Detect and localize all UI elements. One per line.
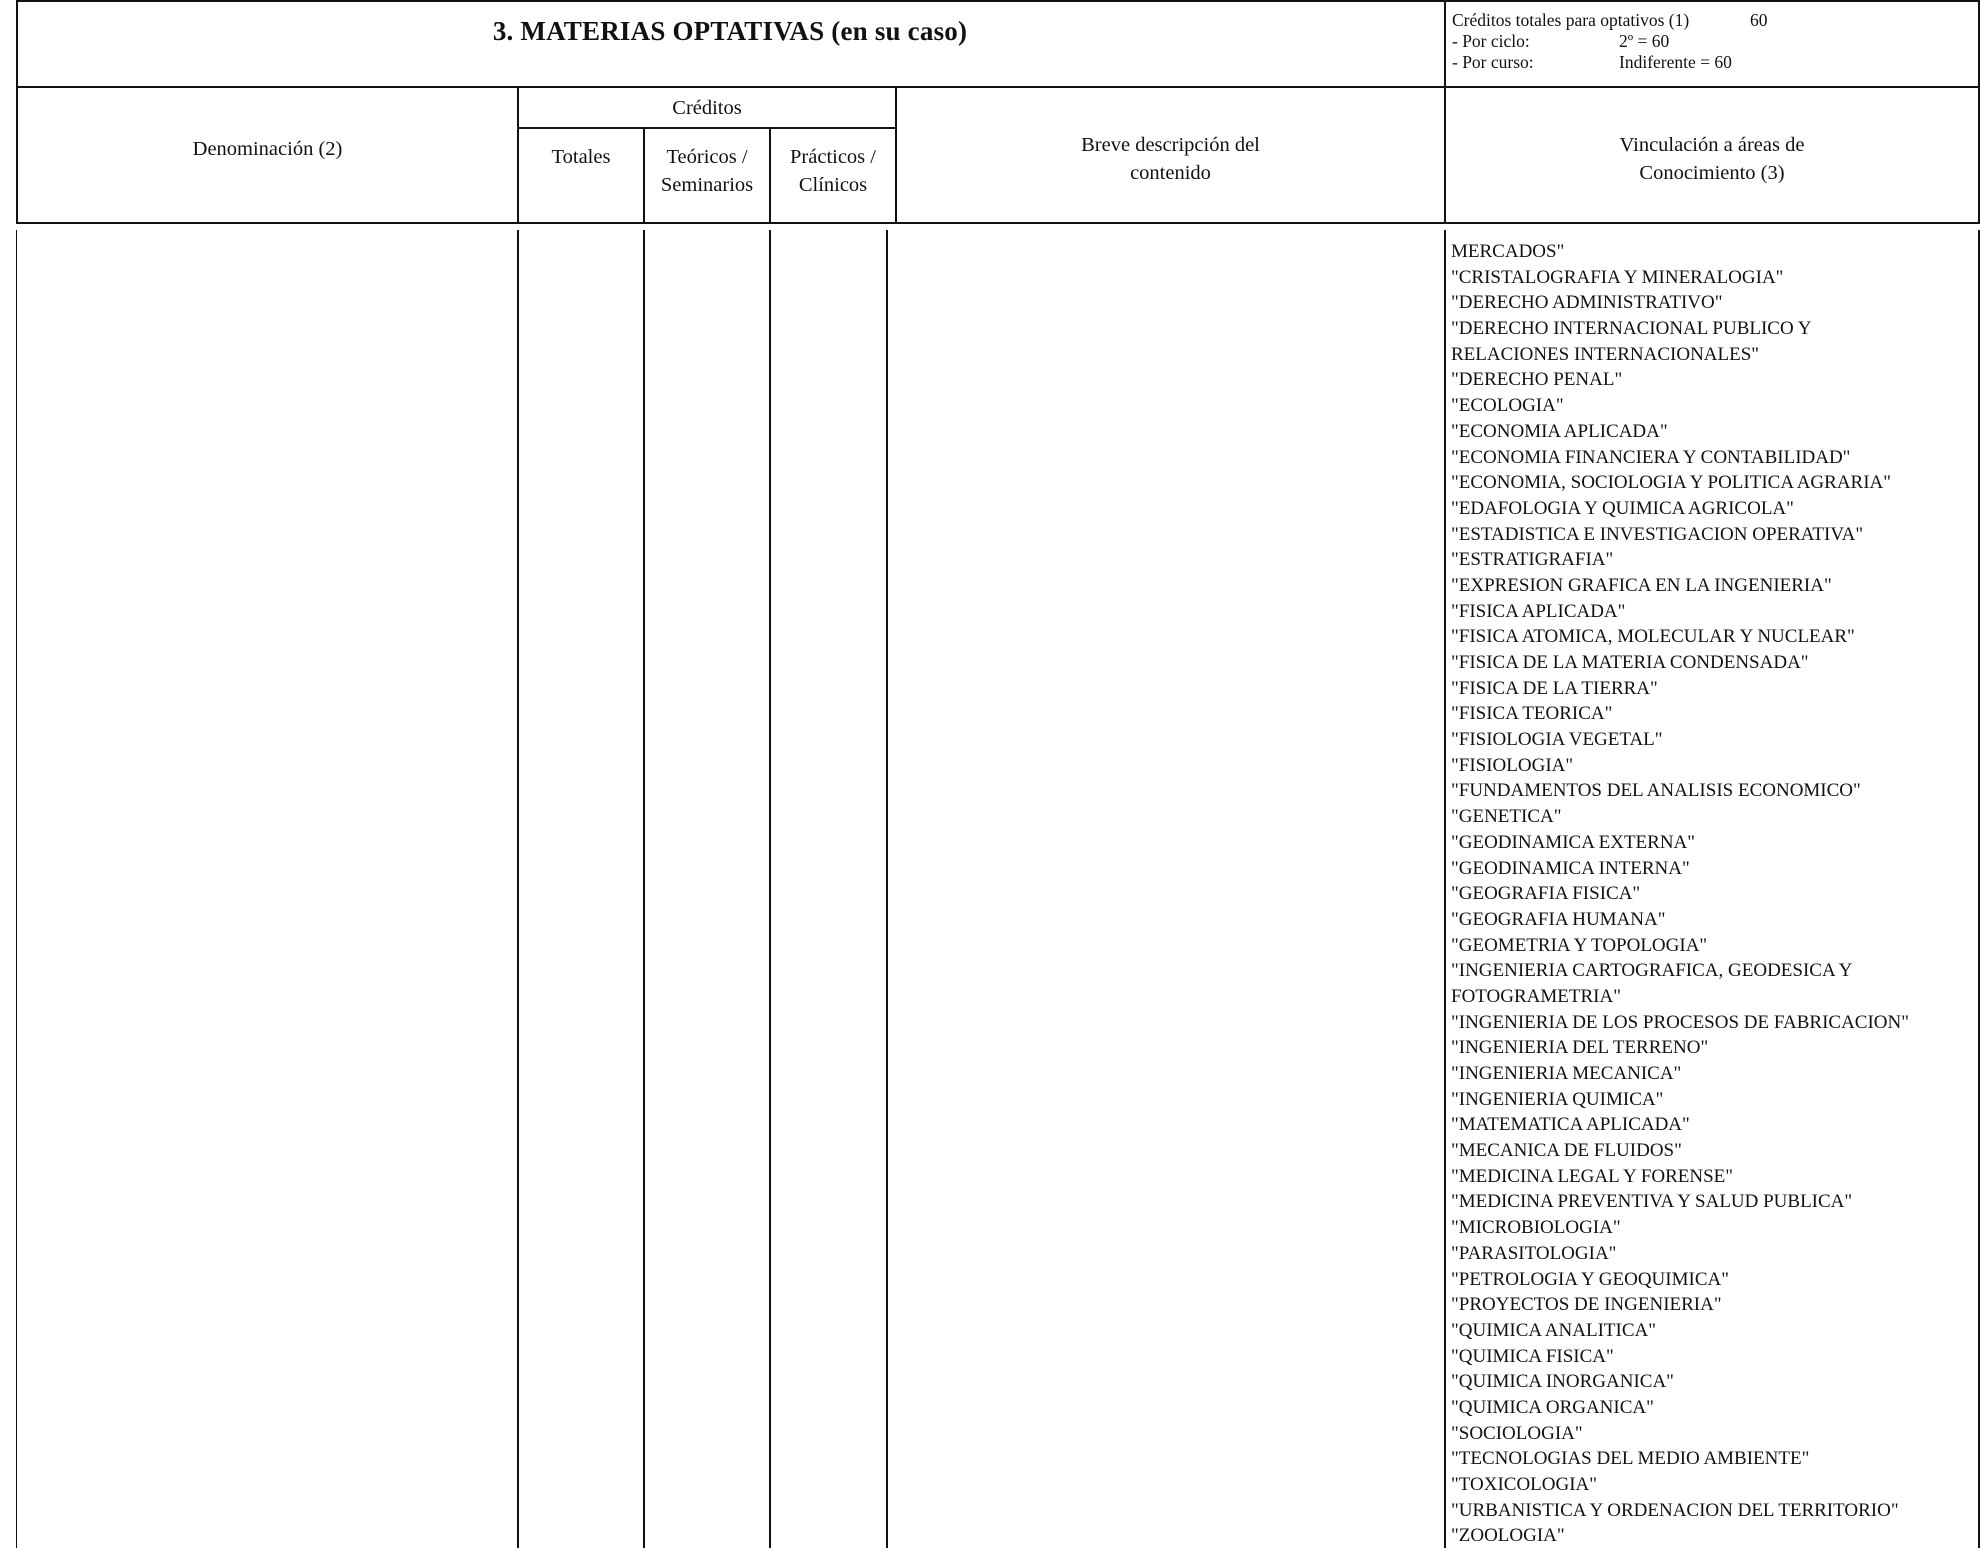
area-item: "INGENIERIA QUIMICA" <box>1451 1088 1664 1110</box>
header-vinculacion <box>1446 88 1978 222</box>
area-item: "GEOGRAFIA FISICA" <box>1451 883 1641 905</box>
header-vinculacion-line2: Conocimiento (3) <box>1639 162 1785 184</box>
header-denominacion <box>18 88 517 222</box>
area-item: "GEOMETRIA Y TOPOLOGIA" <box>1451 934 1708 956</box>
header-practicos-line2: Clínicos <box>798 174 868 196</box>
creditos-totales-block <box>1452 10 1972 73</box>
areas-list <box>1451 239 1981 1549</box>
area-item: "QUIMICA ORGANICA" <box>1451 1396 1654 1418</box>
header-bottom-border <box>16 222 1980 224</box>
area-item: "MECANICA DE FLUIDOS" <box>1451 1140 1682 1162</box>
col-sep-5-body <box>1444 230 1446 1548</box>
area-item: "FISIOLOGIA" <box>1451 754 1574 776</box>
body-left-edge <box>16 230 17 1548</box>
por-ciclo-label: - Por ciclo: <box>1452 31 1530 51</box>
area-item: "ZOOLOGIA" <box>1451 1525 1565 1547</box>
area-item: "GEOGRAFIA HUMANA" <box>1451 908 1666 930</box>
area-item: "URBANISTICA Y ORDENACION DEL TERRITORIO" <box>1451 1499 1899 1521</box>
area-item: "PETROLOGIA Y GEOQUIMICA" <box>1451 1268 1729 1290</box>
area-item: "ESTADISTICA E INVESTIGACION OPERATIVA" <box>1451 523 1864 545</box>
header-practicos-line1: Prácticos / <box>790 146 876 168</box>
area-item: "TECNOLOGIAS DEL MEDIO AMBIENTE" <box>1451 1448 1810 1470</box>
por-curso-value: Indiferente = 60 <box>1619 52 1732 72</box>
area-item: RELACIONES INTERNACIONALES" <box>1451 343 1760 365</box>
area-item: "GEODINAMICA EXTERNA" <box>1451 831 1696 853</box>
header-descripcion-line2: contenido <box>1130 162 1211 184</box>
area-item: "PROYECTOS DE INGENIERIA" <box>1451 1294 1722 1316</box>
area-item: "INGENIERIA CARTOGRAFICA, GEODESICA Y <box>1451 960 1853 982</box>
area-item: "FISICA ATOMICA, MOLECULAR Y NUCLEAR" <box>1451 626 1855 648</box>
area-item: "DERECHO ADMINISTRATIVO" <box>1451 292 1723 314</box>
header-descripcion-line1: Breve descripción del <box>1081 134 1260 156</box>
area-item: "SOCIOLOGIA" <box>1451 1422 1583 1444</box>
area-item: "CRISTALOGRAFIA Y MINERALOGIA" <box>1451 266 1784 288</box>
col-sep-4-body <box>886 230 888 1548</box>
creditos-totales-label: Créditos totales para optativos (1) <box>1452 10 1690 30</box>
area-item: "QUIMICA INORGANICA" <box>1451 1371 1674 1393</box>
area-item: "FISICA APLICADA" <box>1451 600 1626 622</box>
header-practicos <box>771 129 895 222</box>
header-teoricos-line1: Teóricos / <box>666 146 748 168</box>
area-item: FOTOGRAMETRIA" <box>1451 985 1621 1007</box>
area-item: "ESTRATIGRAFIA" <box>1451 549 1614 571</box>
por-ciclo-value: 2º = 60 <box>1619 31 1670 51</box>
header-descripcion <box>897 88 1444 222</box>
area-item: "QUIMICA ANALITICA" <box>1451 1319 1656 1341</box>
area-item: "MICROBIOLOGIA" <box>1451 1217 1621 1239</box>
header-creditos-label: Créditos <box>672 96 742 119</box>
area-item: "DERECHO INTERNACIONAL PUBLICO Y <box>1451 318 1812 340</box>
area-item: "ECONOMIA, SOCIOLOGIA Y POLITICA AGRARIA" <box>1451 472 1892 494</box>
area-item: "DERECHO PENAL" <box>1451 369 1623 391</box>
area-item: "GEODINAMICA INTERNA" <box>1451 857 1690 879</box>
area-item: "INGENIERIA DEL TERRENO" <box>1451 1037 1709 1059</box>
header-teoricos <box>645 129 769 222</box>
area-item: "MEDICINA PREVENTIVA Y SALUD PUBLICA" <box>1451 1191 1853 1213</box>
header-denominacion-label: Denominación (2) <box>192 138 343 160</box>
creditos-totales-value: 60 <box>1750 10 1768 30</box>
area-item: "TOXICOLOGIA" <box>1451 1474 1598 1495</box>
area-item: "GENETICA" <box>1451 806 1562 828</box>
area-item: "INGENIERIA MECANICA" <box>1451 1063 1682 1084</box>
area-item: "ECOLOGIA" <box>1451 395 1564 417</box>
page-title: 3. MATERIAS OPTATIVAS (en su caso) <box>492 15 968 46</box>
header-totales-label: Totales <box>551 146 611 168</box>
area-item: "PARASITOLOGIA" <box>1451 1242 1617 1264</box>
area-item: "INGENIERIA DE LOS PROCESOS DE FABRICACION" <box>1451 1011 1909 1033</box>
header-creditos <box>519 88 895 127</box>
header-vinculacion-line1: Vinculación a áreas de <box>1619 134 1805 156</box>
area-item: "EXPRESION GRAFICA EN LA INGENIERIA" <box>1451 574 1832 596</box>
area-item: "FISICA TEORICA" <box>1451 703 1613 725</box>
right-border <box>1978 0 1980 222</box>
area-item: "FISIOLOGIA VEGETAL" <box>1451 729 1663 751</box>
area-item: MERCADOS" <box>1451 241 1565 262</box>
por-curso-label: - Por curso: <box>1452 52 1534 72</box>
area-item: "MATEMATICA APLICADA" <box>1451 1114 1690 1136</box>
area-item: "FISICA DE LA MATERIA CONDENSADA" <box>1451 652 1809 673</box>
area-item: "EDAFOLOGIA Y QUIMICA AGRICOLA" <box>1451 497 1794 519</box>
area-item: "MEDICINA LEGAL Y FORENSE" <box>1451 1165 1734 1187</box>
col-sep-2-body <box>643 230 645 1548</box>
header-totales <box>519 129 643 222</box>
area-item: "ECONOMIA APLICADA" <box>1451 420 1668 442</box>
col-sep-1-body <box>517 230 519 1548</box>
area-item: "FUNDAMENTOS DEL ANALISIS ECONOMICO" <box>1451 780 1861 802</box>
col-sep-3-body <box>769 230 771 1548</box>
area-item: "QUIMICA FISICA" <box>1451 1345 1614 1367</box>
area-item: "ECONOMIA FINANCIERA Y CONTABILIDAD" <box>1451 446 1851 468</box>
header-teoricos-line2: Seminarios <box>660 174 754 196</box>
area-item: "FISICA DE LA TIERRA" <box>1451 677 1658 699</box>
